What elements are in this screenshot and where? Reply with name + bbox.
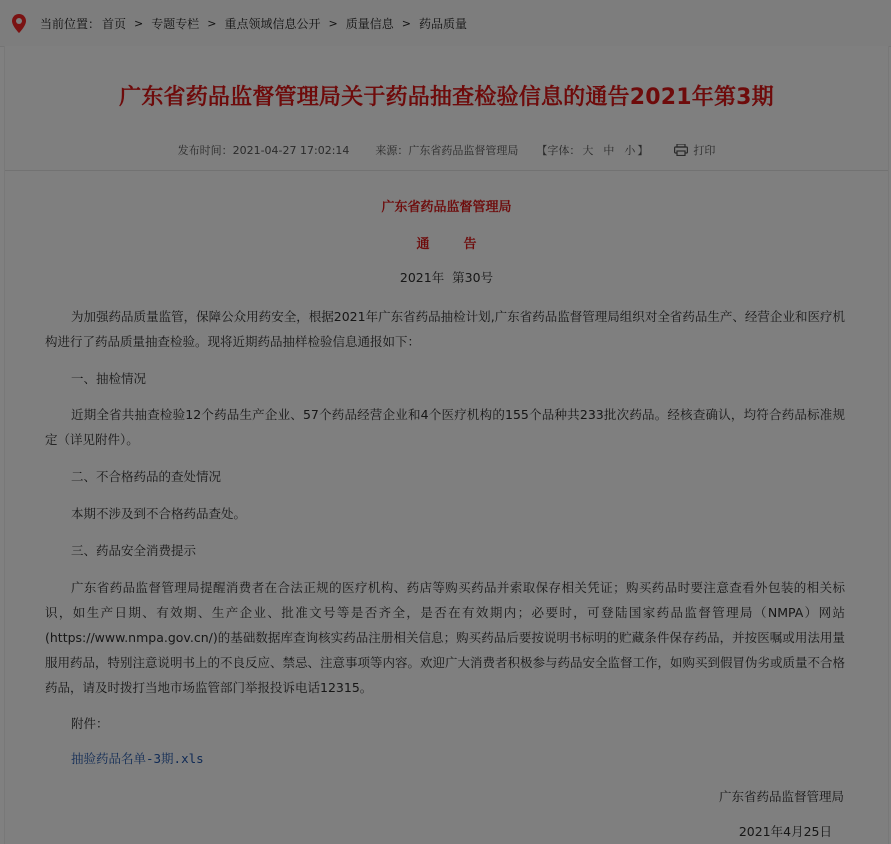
section3-body: 广东省药品监督管理局提醒消费者在合法正规的医疗机构、药店等购买药品并索取保存相关凭证；购买药品时要注意查看外包装的相关标识，如生产日期、有效期、生产企业、批准文号等是否齐全，是否在有效期内；必要时，可登陆国家药品监督管理局（NMPA）网站(https://www.nmpa.gov.cn/)的基础数据库查询核实药品注册相关信息；购买药品后要按说明书标明的贮藏条件保存药品，并按医嘱或用法用量服用药品，特别注意说明书上的不良反应、禁忌、注意事项等内容。欢迎广大消费者积极参与药品安全监督工作，如购买到假冒伪劣或质量不合格药品，请及时拨打当地市场监管部门举报投诉电话12315。 bbox=[45, 580, 846, 695]
print-button[interactable] bbox=[674, 142, 715, 158]
attachment-label: 附件： bbox=[71, 716, 109, 731]
breadcrumb-drug-quality[interactable]: 药品质量 bbox=[418, 16, 467, 31]
attachment-link[interactable]: 抽验药品名单-3期.xls bbox=[71, 751, 204, 766]
breadcrumb-disclosure[interactable]: 重点领域信息公开 bbox=[224, 16, 321, 31]
section1-body: 近期全省共抽查检验12个药品生产企业、57个药品经营企业和4个医疗机构的155个品种共233批次药品。经核查确认，均符合药品标准规定（详见附件）。 bbox=[45, 407, 845, 447]
signature: 广东省药品监督管理局 bbox=[718, 789, 844, 804]
divider bbox=[5, 170, 888, 171]
breadcrumb-prefix: 当前位置： bbox=[40, 16, 101, 31]
source-label: 来源： bbox=[375, 144, 409, 157]
publish-time: 2021-04-27 17:02:14 bbox=[232, 143, 350, 157]
printer-icon bbox=[674, 144, 688, 156]
font-large-button[interactable]: 大 bbox=[582, 144, 594, 157]
article-card bbox=[4, 46, 889, 844]
intro-paragraph: 为加强药品质量监管，保障公众用药安全，根据2021年广东省药品抽检计划,广东省药品监督管理局组织对全省药品生产、经营企业和医疗机构进行了药品质量抽查检验。现将近期药品抽样检验信息通报如下： bbox=[45, 309, 845, 349]
font-medium-button[interactable]: 中 bbox=[603, 144, 615, 157]
breadcrumb-separator: > bbox=[207, 16, 217, 30]
location-pin-icon bbox=[8, 12, 30, 34]
page-title: 广东省药品监督管理局关于药品抽查检验信息的通告2021年第3期 bbox=[119, 85, 774, 110]
notice-number: 2021年 第30号 bbox=[399, 270, 494, 285]
font-size-label-close: 】 bbox=[637, 144, 649, 157]
section2-body: 本期不涉及到不合格药品查处。 bbox=[71, 506, 247, 521]
print-label: 打印 bbox=[693, 144, 716, 157]
section3-title: 三、药品安全消费提示 bbox=[71, 543, 197, 558]
source-name: 广东省药品监督管理局 bbox=[408, 144, 519, 157]
breadcrumb bbox=[0, 0, 891, 47]
breadcrumb-quality-info[interactable]: 质量信息 bbox=[345, 16, 394, 31]
font-small-button[interactable]: 小 bbox=[624, 144, 636, 157]
breadcrumb-separator: > bbox=[401, 16, 411, 30]
section2-title: 二、不合格药品的查处情况 bbox=[71, 469, 222, 484]
font-size-label-open: 【字体： bbox=[536, 144, 581, 157]
breadcrumb-separator: > bbox=[134, 16, 144, 30]
breadcrumb-separator: > bbox=[328, 16, 338, 30]
publish-label: 发布时间： bbox=[177, 144, 233, 157]
section1-title: 一、抽检情况 bbox=[71, 371, 147, 386]
breadcrumb-topics[interactable]: 专题专栏 bbox=[151, 16, 200, 31]
breadcrumb-home[interactable]: 首页 bbox=[102, 16, 127, 31]
notice-issuer: 广东省药品监督管理局 bbox=[381, 200, 512, 215]
notice-date: 2021年4月25日 bbox=[738, 824, 832, 839]
notice-heading: 通告 bbox=[416, 237, 511, 252]
article-meta bbox=[5, 142, 888, 158]
